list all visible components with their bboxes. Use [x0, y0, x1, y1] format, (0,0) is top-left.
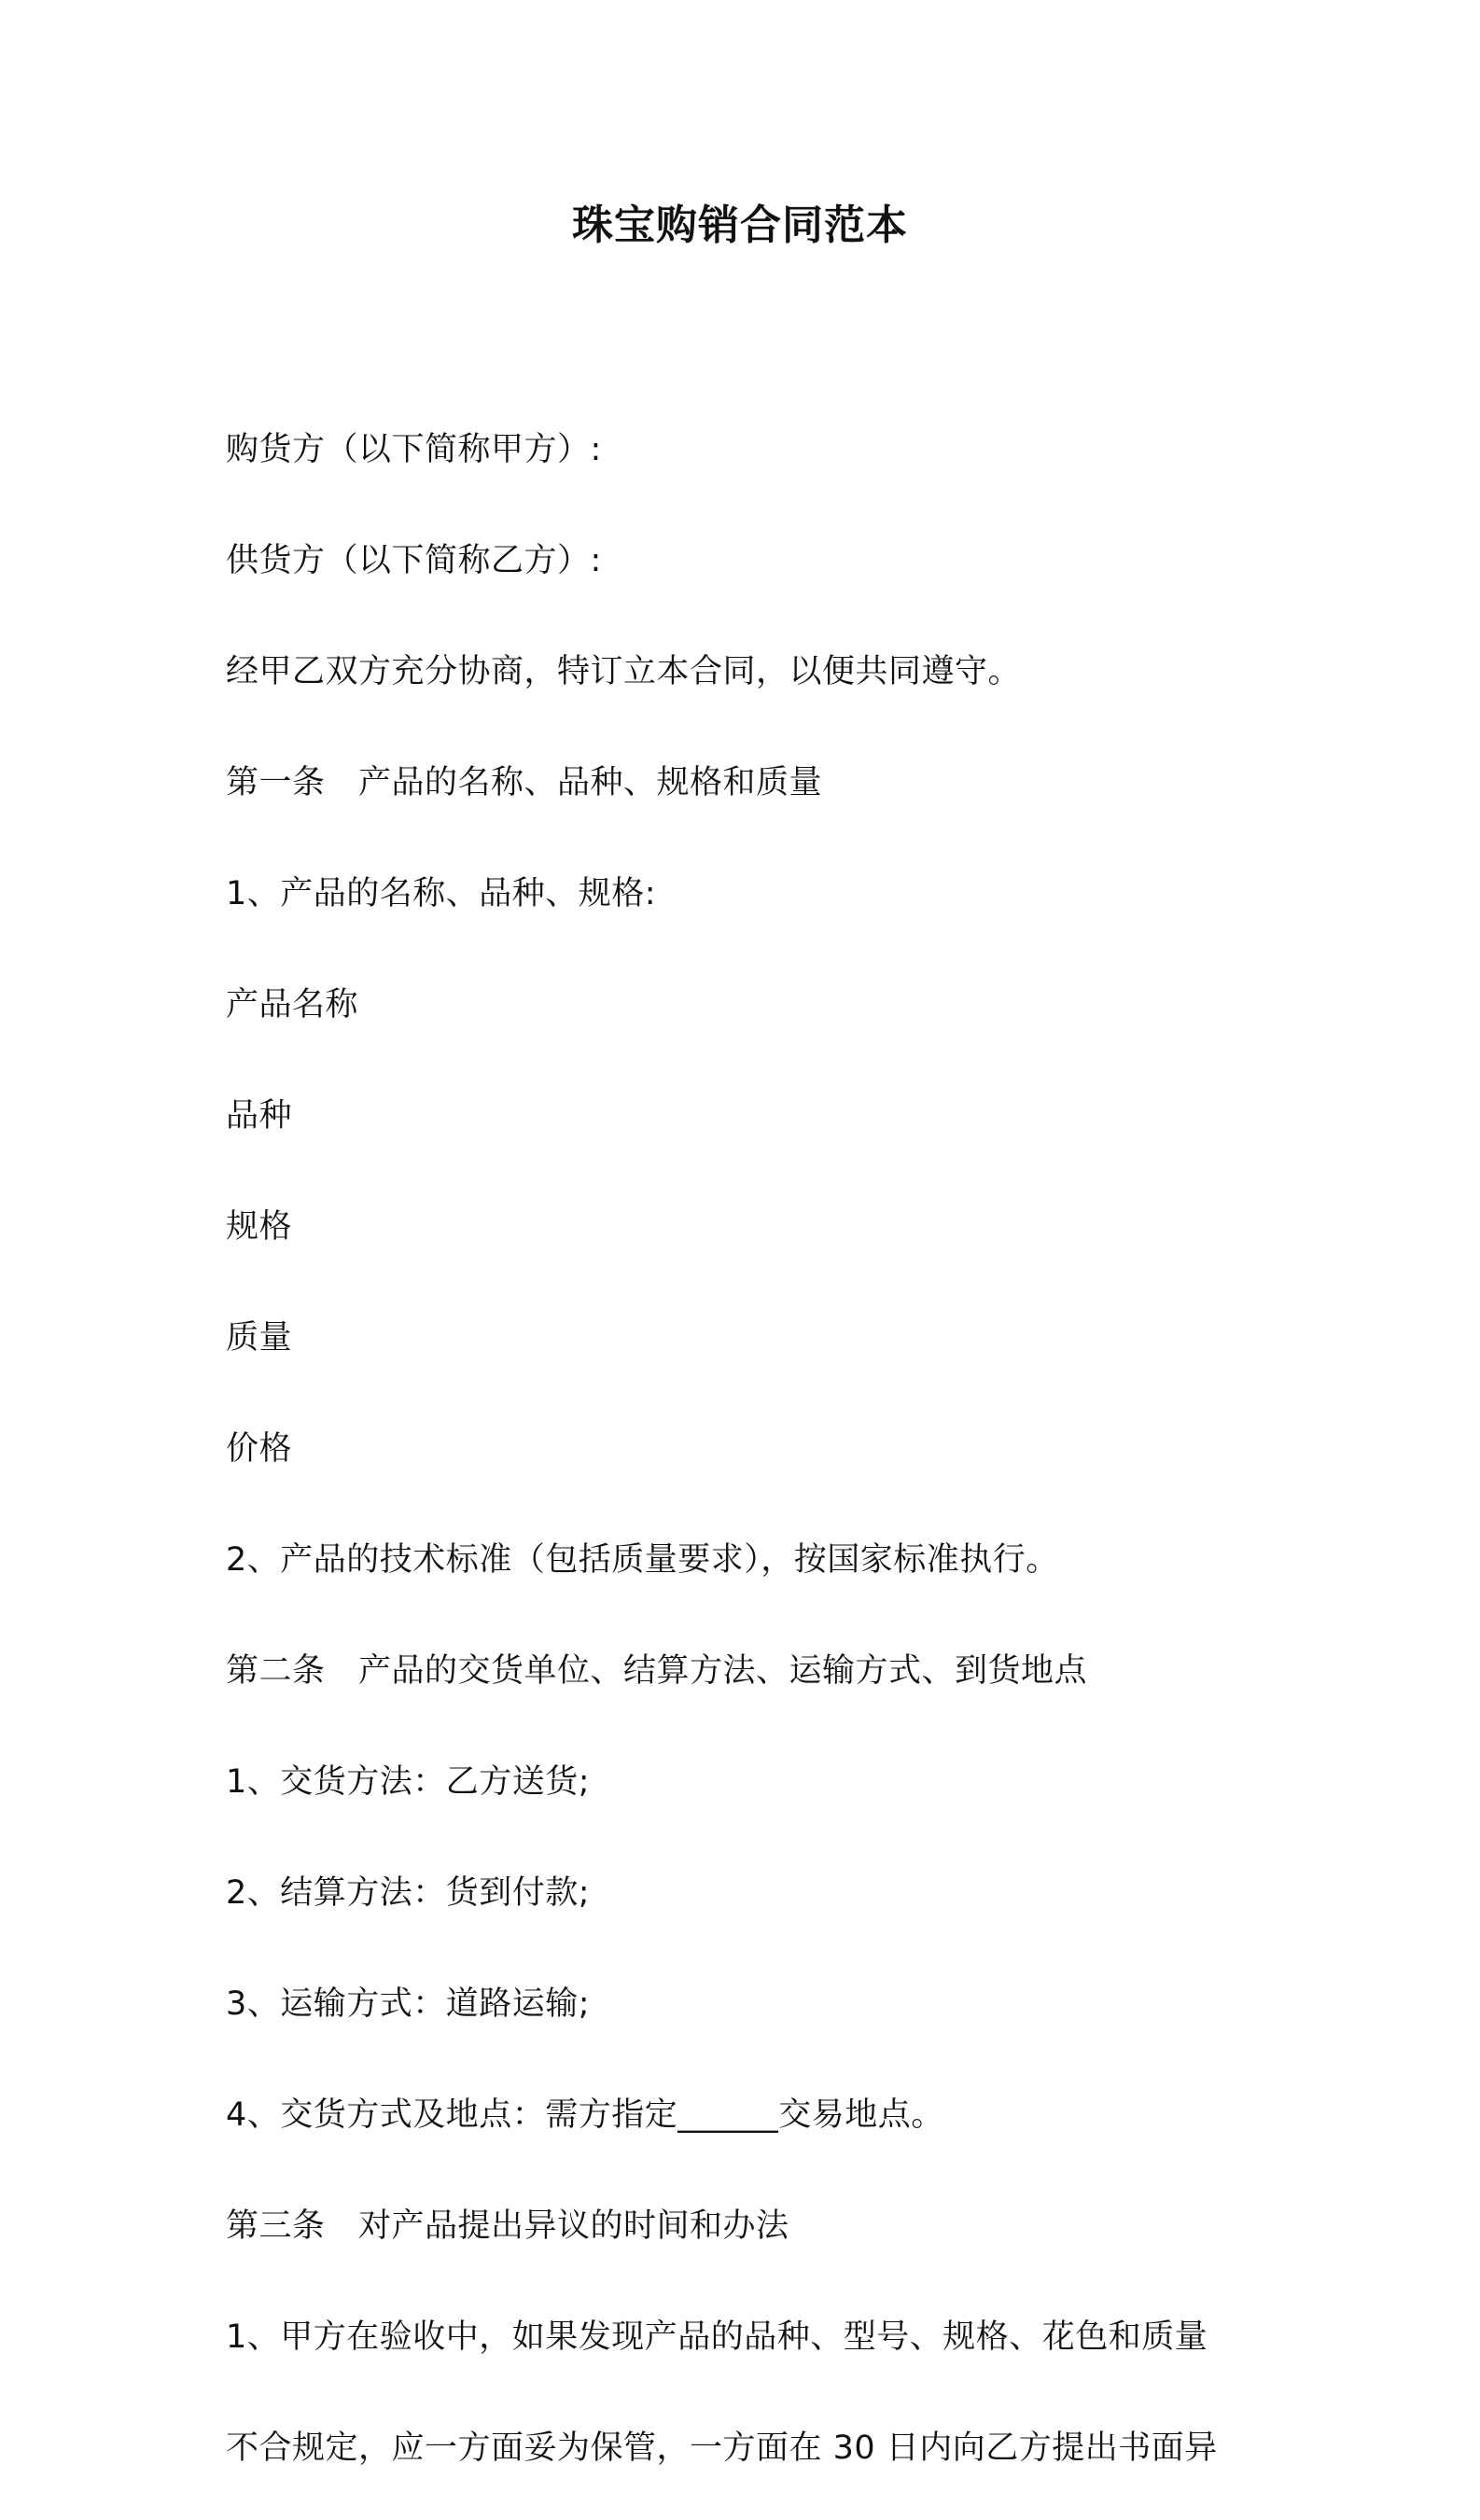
article-1-item-2: 2、产品的技术标准（包括质量要求），按国家标准执行。 — [226, 1541, 1059, 1579]
article-2-item-1: 1、交货方法：乙方送货; — [226, 1763, 591, 1801]
article-3-heading: 第三条 对产品提出异议的时间和办法 — [226, 2207, 789, 2245]
field-price: 价格 — [226, 1430, 293, 1468]
party-a-line: 购货方（以下简称甲方）: — [226, 431, 602, 468]
article-3-item-1-line-2: 不合规定，应一方面妥为保管，一方面在 30 日内向乙方提出书面异 — [226, 2430, 1218, 2467]
field-specification: 规格 — [226, 1208, 293, 1246]
article-1-item-1: 1、产品的名称、品种、规格: — [226, 875, 657, 912]
field-product-name: 产品名称 — [226, 986, 359, 1023]
article-2-item-2: 2、结算方法：货到付款; — [226, 1874, 591, 1912]
field-quality: 质量 — [226, 1319, 293, 1357]
article-2-heading: 第二条 产品的交货单位、结算方法、运输方式、到货地点 — [226, 1652, 1088, 1690]
article-2-item-3: 3、运输方式：道路运输; — [226, 1985, 591, 2023]
field-variety: 品种 — [226, 1097, 293, 1135]
document-title: 珠宝购销合同范本 — [572, 202, 908, 249]
article-2-item-4: 4、交货方式及地点：需方指定______交易地点。 — [226, 2096, 944, 2134]
article-3-item-1-line-1: 1、甲方在验收中，如果发现产品的品种、型号、规格、花色和质量 — [226, 2318, 1208, 2356]
document-body — [226, 378, 1280, 2520]
agreement-intro: 经甲乙双方充分协商，特订立本合同，以便共同遵守。 — [226, 653, 1022, 690]
party-b-line: 供货方（以下简称乙方）: — [226, 542, 602, 579]
article-1-heading: 第一条 产品的名称、品种、规格和质量 — [226, 764, 823, 801]
